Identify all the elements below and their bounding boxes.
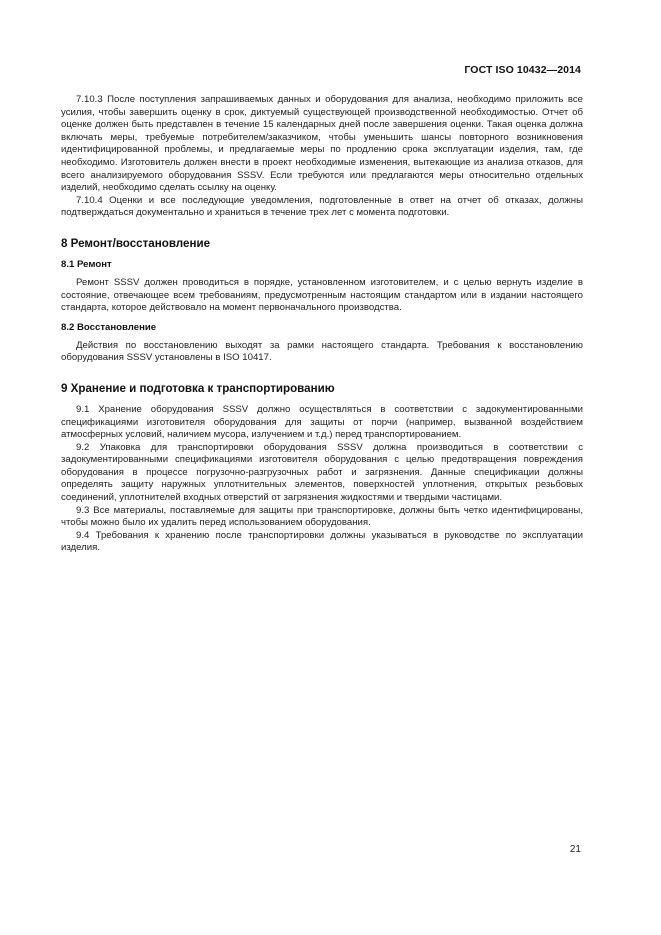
document-body <box>61 94 583 555</box>
subsection-8-2-heading: 8.2 Восстановление <box>61 321 157 333</box>
document-id-header: ГОСТ ISO 10432—2014 <box>464 64 581 76</box>
paragraph-8-1: Ремонт SSSV должен проводиться в порядке, установленном изготовителем, и с целью вернуть изделие в состояние, отвечающее всем требованиям, предусмотренным настоящим стандартом или в издании настоящего стандарта, которое действовало на момент первоначального производства. <box>61 276 583 314</box>
paragraph-9-1: 9.1 Хранение оборудования SSSV должно осуществляться в соответствии с задокументированными спецификациями изготовителя оборудования для защиты от порчи (например, вызванной воздействием атмосферных условий, наличием мусора, излучением и т.д.) перед транспортированием. <box>61 403 583 441</box>
page-number: 21 <box>569 844 581 855</box>
paragraph-9-3: 9.3 Все материалы, поставляемые для защиты при транспортировке, должны быть четко идентифицированы, чтобы можно было их удалить перед использованием оборудования. <box>61 504 583 529</box>
section-9-heading: 9 Хранение и подготовка к транспортированию <box>61 381 335 395</box>
paragraph-9-4: 9.4 Требования к хранению после транспортировки должны указываться в руководстве по эксплуатации изделия. <box>61 529 583 554</box>
section-8-heading: 8 Ремонт/восстановление <box>61 236 211 250</box>
paragraph-7-10-4: 7.10.4 Оценки и все последующие уведомления, подготовленные в ответ на отчет об отказах, должны подтверждаться документально и храниться в течение трех лет с момента подготовки. <box>61 194 583 219</box>
paragraph-8-2: Действия по восстановлению выходят за рамки настоящего стандарта. Требования к восстановлению оборудования SSSV установлены в ISO 10417. <box>61 339 583 364</box>
paragraph-7-10-3: 7.10.3 После поступления запрашиваемых данных и оборудования для анализа, необходимо приложить все усилия, чтобы завершить оценку в срок, диктуемый существующей производственной необходимостью. Отчет об оценке должен быть представлен в течение 15 календарных дней после завершения оценки. Такая оценка должна включать меры, требуемые потребителем/заказчиком, чтобы уменьшить шансы повторного возникновения идентифицированной проблемы, и предлагаемые меры по продлению срока эксплуатации изделия, там, где необходимо. Изготовитель должен внести в проект необходимые изменения, вытекающие из анализа отказов, для всего анализируемого оборудования SSSV. Если требуются или предлагаются меры относительно отдельных изделий, необходимо сделать ссылку на оценку. <box>61 94 583 194</box>
paragraph-9-2: 9.2 Упаковка для транспортировки оборудования SSSV должна производиться в соответствии с задокументированными спецификациями изготовителя оборудования с целью предотвращения повреждения оборудования в процессе погрузочно-разгрузочных работ и загрязнения. Данные спецификации должны определять защиту наружных уплотнительных элементов, поверхностей уплотнения, открытых резьбовых соединений, уплотнителей входных отверстий от загрязнения жидкостями и твердыми частицами. <box>61 441 583 504</box>
subsection-8-1-heading: 8.1 Ремонт <box>61 258 112 270</box>
